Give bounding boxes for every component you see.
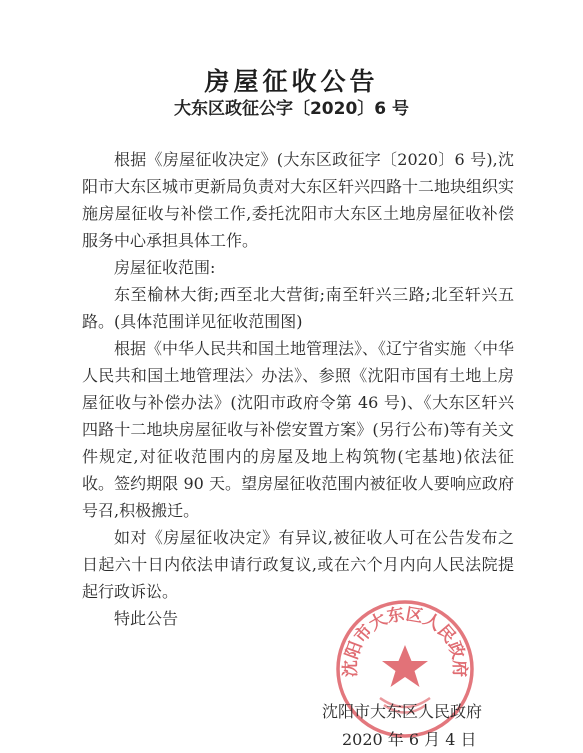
- paragraph-scope-heading: 房屋征收范围:: [114, 258, 216, 277]
- paragraph-closing: 特此公告: [114, 609, 179, 628]
- issue-date: 2020 年 6 月 4 日: [342, 730, 477, 749]
- paragraph-decision: 根据《房屋征收决定》(大东区政征字〔2020〕6 号),沈阳市大东区城市更新局负责对大东区轩兴四路十二地块组织实施房屋征收与补偿工作,委托沈阳市大东区土地房屋征收补偿服务中心承担具体工作。: [82, 150, 515, 250]
- seal-star-icon: [382, 645, 428, 687]
- issuer-name: 沈阳市大东区人民政府: [322, 702, 483, 721]
- document-title: 房屋征收公告: [204, 67, 379, 96]
- paragraph-appeal: 如对《房屋征收决定》有异议,被征收人可在公告发布之日起六十日内依法申请行政复议,或在六个月内向人民法院提起行政诉讼。: [82, 528, 514, 601]
- document-body: [82, 146, 514, 632]
- document-number: 大东区政征公字〔2020〕6 号: [173, 99, 410, 119]
- paragraph-legal-basis: 根据《中华人民共和国土地管理法》、《辽宁省实施〈中华人民共和国土地管理法〉办法》、参照《沈阳市国有土地上房屋征收与补偿办法》(沈阳市政府令第 46 号)、《大东区轩兴四路十二地块房屋征收与补偿安置方案》(另行公布)等有关文件规定,对征收范围内的房屋及地上构筑物(宅基地)依法征收。签约期限 90 天。望房屋征收范围内被征收人要响应政府号召,积极搬迁。: [82, 339, 515, 520]
- seal-text: 沈阳市大东区人民政府: [340, 604, 470, 678]
- paragraph-scope: 东至榆林大街;西至北大营街;南至轩兴三路;北至轩兴五路。(具体范围详见征收范围图): [82, 285, 514, 331]
